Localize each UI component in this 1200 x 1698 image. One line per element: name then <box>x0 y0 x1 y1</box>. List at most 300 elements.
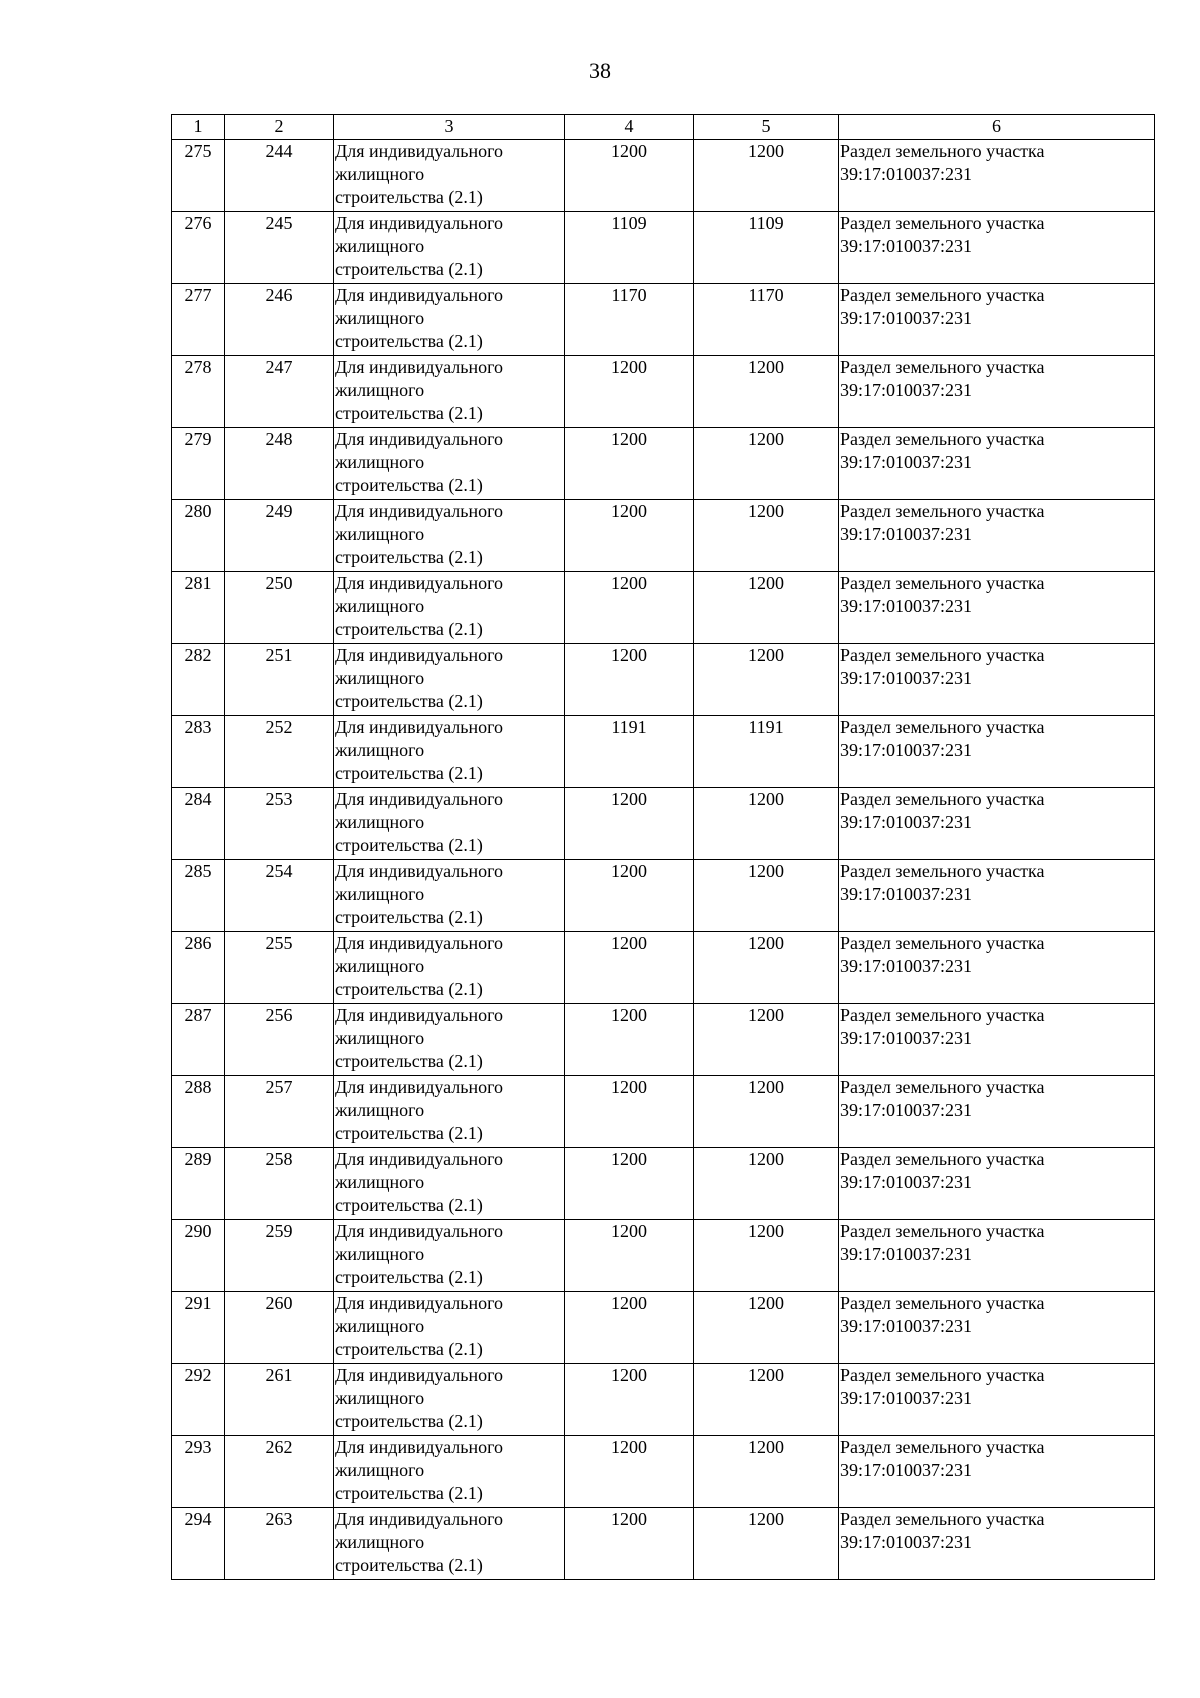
permitted-use-cell-line-2: жилищного <box>335 740 425 760</box>
permitted-use-cell-line-2: жилищного <box>335 884 425 904</box>
permitted-use-cell-line-3: строительства (2.1) <box>335 1051 483 1071</box>
table-row <box>172 644 1155 716</box>
formation-method-cell-line-2: 39:17:010037:231 <box>840 236 973 256</box>
area-total-cell <box>694 788 839 860</box>
formation-method-cell-line-2: 39:17:010037:231 <box>840 812 973 832</box>
permitted-use-cell <box>334 356 565 428</box>
plot-number-cell-line-1: 262 <box>265 1437 293 1457</box>
area-cell-line-1: 1200 <box>611 1293 647 1313</box>
permitted-use-cell-line-1: Для индивидуального <box>335 861 504 881</box>
formation-method-cell <box>839 1508 1155 1580</box>
permitted-use-cell-line-1: Для индивидуального <box>335 429 504 449</box>
permitted-use-cell <box>334 212 565 284</box>
table-row <box>172 212 1155 284</box>
permitted-use-cell <box>334 716 565 788</box>
column-header-3: 3 <box>334 115 565 140</box>
permitted-use-cell-line-2: жилищного <box>335 308 425 328</box>
permitted-use-cell <box>334 1364 565 1436</box>
plot-number-cell <box>225 284 334 356</box>
row-number-cell-line-1: 288 <box>184 1077 212 1097</box>
area-total-cell-line-1: 1200 <box>748 1005 784 1025</box>
permitted-use-cell-line-3: строительства (2.1) <box>335 259 483 279</box>
permitted-use-cell <box>334 644 565 716</box>
area-total-cell-line-1: 1200 <box>748 1509 784 1529</box>
plot-number-cell <box>225 1364 334 1436</box>
plot-number-cell <box>225 572 334 644</box>
permitted-use-cell-line-2: жилищного <box>335 812 425 832</box>
area-cell-line-1: 1200 <box>611 1221 647 1241</box>
area-cell-line-1: 1200 <box>611 933 647 953</box>
area-total-cell <box>694 1508 839 1580</box>
permitted-use-cell <box>334 932 565 1004</box>
area-cell <box>565 716 694 788</box>
row-number-cell <box>172 212 225 284</box>
row-number-cell <box>172 1292 225 1364</box>
area-total-cell <box>694 572 839 644</box>
row-number-cell <box>172 1508 225 1580</box>
formation-method-cell <box>839 428 1155 500</box>
permitted-use-cell-line-3: строительства (2.1) <box>335 1267 483 1287</box>
row-number-cell-line-1: 282 <box>184 645 212 665</box>
area-cell-line-1: 1200 <box>611 1437 647 1457</box>
table-row <box>172 860 1155 932</box>
column-header-2: 2 <box>225 115 334 140</box>
permitted-use-cell-line-1: Для индивидуального <box>335 1077 504 1097</box>
permitted-use-cell-line-2: жилищного <box>335 524 425 544</box>
formation-method-cell <box>839 716 1155 788</box>
area-cell-line-1: 1200 <box>611 861 647 881</box>
formation-method-cell <box>839 500 1155 572</box>
permitted-use-cell-line-3: строительства (2.1) <box>335 691 483 711</box>
table-row <box>172 932 1155 1004</box>
plot-number-cell-line-1: 260 <box>265 1293 293 1313</box>
formation-method-cell-line-1: Раздел земельного участка <box>840 1221 1045 1241</box>
plot-number-cell <box>225 1436 334 1508</box>
formation-method-cell-line-2: 39:17:010037:231 <box>840 1172 973 1192</box>
permitted-use-cell-line-1: Для индивидуального <box>335 1005 504 1025</box>
area-total-cell-line-1: 1200 <box>748 357 784 377</box>
table-row <box>172 788 1155 860</box>
permitted-use-cell-line-2: жилищного <box>335 1172 425 1192</box>
area-total-cell <box>694 1148 839 1220</box>
permitted-use-cell <box>334 284 565 356</box>
permitted-use-cell-line-3: строительства (2.1) <box>335 835 483 855</box>
plot-number-cell <box>225 356 334 428</box>
area-cell <box>565 860 694 932</box>
area-cell <box>565 356 694 428</box>
row-number-cell-line-1: 281 <box>184 573 212 593</box>
area-cell <box>565 932 694 1004</box>
permitted-use-cell-line-2: жилищного <box>335 1388 425 1408</box>
permitted-use-cell-line-3: строительства (2.1) <box>335 1555 483 1575</box>
permitted-use-cell-line-2: жилищного <box>335 236 425 256</box>
area-total-cell-line-1: 1200 <box>748 1437 784 1457</box>
area-total-cell <box>694 1004 839 1076</box>
area-cell <box>565 1004 694 1076</box>
area-cell-line-1: 1200 <box>611 1365 647 1385</box>
row-number-cell <box>172 1220 225 1292</box>
permitted-use-cell-line-3: строительства (2.1) <box>335 1195 483 1215</box>
plot-number-cell <box>225 932 334 1004</box>
row-number-cell-line-1: 293 <box>184 1437 212 1457</box>
area-total-cell <box>694 1436 839 1508</box>
area-total-cell-line-1: 1200 <box>748 501 784 521</box>
row-number-cell-line-1: 286 <box>184 933 212 953</box>
plot-number-cell-line-1: 246 <box>265 285 293 305</box>
area-cell-line-1: 1200 <box>611 141 647 161</box>
plot-number-cell-line-1: 251 <box>265 645 293 665</box>
permitted-use-cell <box>334 1508 565 1580</box>
table-row <box>172 500 1155 572</box>
formation-method-cell-line-2: 39:17:010037:231 <box>840 1532 973 1552</box>
page-number: 38 <box>589 58 611 83</box>
row-number-cell <box>172 1436 225 1508</box>
area-cell <box>565 572 694 644</box>
permitted-use-cell-line-2: жилищного <box>335 1100 425 1120</box>
area-cell <box>565 1292 694 1364</box>
area-total-cell-line-1: 1200 <box>748 1077 784 1097</box>
area-total-cell-line-1: 1200 <box>748 573 784 593</box>
formation-method-cell-line-2: 39:17:010037:231 <box>840 452 973 472</box>
row-number-cell <box>172 716 225 788</box>
formation-method-cell-line-2: 39:17:010037:231 <box>840 1100 973 1120</box>
plot-number-cell-line-1: 255 <box>265 933 293 953</box>
permitted-use-cell-line-1: Для индивидуального <box>335 1221 504 1241</box>
row-number-cell-line-1: 279 <box>184 429 212 449</box>
permitted-use-cell-line-1: Для индивидуального <box>335 357 504 377</box>
plot-number-cell-line-1: 259 <box>265 1221 293 1241</box>
permitted-use-cell <box>334 140 565 212</box>
formation-method-cell <box>839 1076 1155 1148</box>
table-row <box>172 1364 1155 1436</box>
area-cell <box>565 1436 694 1508</box>
permitted-use-cell <box>334 1436 565 1508</box>
formation-method-cell <box>839 644 1155 716</box>
permitted-use-cell-line-3: строительства (2.1) <box>335 1123 483 1143</box>
area-cell-line-1: 1200 <box>611 501 647 521</box>
row-number-cell-line-1: 287 <box>184 1005 212 1025</box>
formation-method-cell-line-1: Раздел земельного участка <box>840 1365 1045 1385</box>
formation-method-cell <box>839 572 1155 644</box>
formation-method-cell-line-1: Раздел земельного участка <box>840 861 1045 881</box>
plot-number-cell <box>225 1292 334 1364</box>
row-number-cell <box>172 428 225 500</box>
permitted-use-cell-line-3: строительства (2.1) <box>335 547 483 567</box>
table-body <box>172 115 1155 1580</box>
table-row <box>172 284 1155 356</box>
area-total-cell <box>694 356 839 428</box>
row-number-cell <box>172 860 225 932</box>
plot-number-cell-line-1: 252 <box>265 717 293 737</box>
row-number-cell <box>172 1148 225 1220</box>
plot-number-cell <box>225 212 334 284</box>
formation-method-cell <box>839 932 1155 1004</box>
area-total-cell-line-1: 1200 <box>748 141 784 161</box>
row-number-cell-line-1: 278 <box>184 357 212 377</box>
formation-method-cell <box>839 1292 1155 1364</box>
permitted-use-cell-line-3: строительства (2.1) <box>335 979 483 999</box>
area-cell <box>565 1220 694 1292</box>
formation-method-cell-line-1: Раздел земельного участка <box>840 1149 1045 1169</box>
area-total-cell-line-1: 1200 <box>748 1293 784 1313</box>
area-total-cell-line-1: 1200 <box>748 1221 784 1241</box>
permitted-use-cell-line-1: Для индивидуального <box>335 717 504 737</box>
row-number-cell <box>172 932 225 1004</box>
permitted-use-cell-line-1: Для индивидуального <box>335 933 504 953</box>
area-total-cell-line-1: 1170 <box>748 285 784 305</box>
land-plots-table <box>171 114 1155 1580</box>
permitted-use-cell-line-1: Для индивидуального <box>335 1437 504 1457</box>
permitted-use-cell <box>334 860 565 932</box>
plot-number-cell-line-1: 253 <box>265 789 293 809</box>
area-total-cell <box>694 1076 839 1148</box>
plot-number-cell-line-1: 254 <box>265 861 293 881</box>
formation-method-cell <box>839 1220 1155 1292</box>
formation-method-cell-line-2: 39:17:010037:231 <box>840 1028 973 1048</box>
row-number-cell <box>172 572 225 644</box>
row-number-cell-line-1: 276 <box>184 213 212 233</box>
column-header-6: 6 <box>839 115 1155 140</box>
area-cell <box>565 788 694 860</box>
row-number-cell <box>172 1004 225 1076</box>
area-cell <box>565 428 694 500</box>
row-number-cell-line-1: 294 <box>184 1509 212 1529</box>
row-number-cell-line-1: 292 <box>184 1365 212 1385</box>
permitted-use-cell-line-1: Для индивидуального <box>335 1149 504 1169</box>
area-cell-line-1: 1109 <box>611 213 647 233</box>
plot-number-cell <box>225 860 334 932</box>
column-header-1: 1 <box>172 115 225 140</box>
formation-method-cell-line-2: 39:17:010037:231 <box>840 1460 973 1480</box>
formation-method-cell-line-2: 39:17:010037:231 <box>840 308 973 328</box>
area-total-cell <box>694 500 839 572</box>
area-total-cell-line-1: 1200 <box>748 645 784 665</box>
permitted-use-cell-line-3: строительства (2.1) <box>335 1411 483 1431</box>
row-number-cell-line-1: 291 <box>184 1293 212 1313</box>
area-cell-line-1: 1200 <box>611 1005 647 1025</box>
area-cell <box>565 500 694 572</box>
permitted-use-cell <box>334 788 565 860</box>
formation-method-cell-line-1: Раздел земельного участка <box>840 1293 1045 1313</box>
plot-number-cell-line-1: 261 <box>265 1365 293 1385</box>
permitted-use-cell-line-1: Для индивидуального <box>335 1293 504 1313</box>
permitted-use-cell <box>334 1220 565 1292</box>
row-number-cell-line-1: 285 <box>184 861 212 881</box>
row-number-cell <box>172 140 225 212</box>
permitted-use-cell-line-1: Для индивидуального <box>335 501 504 521</box>
formation-method-cell-line-2: 39:17:010037:231 <box>840 164 973 184</box>
permitted-use-cell-line-1: Для индивидуального <box>335 645 504 665</box>
plot-number-cell <box>225 428 334 500</box>
plot-number-cell <box>225 644 334 716</box>
plot-number-cell-line-1: 263 <box>265 1509 293 1529</box>
area-total-cell <box>694 1292 839 1364</box>
permitted-use-cell-line-2: жилищного <box>335 1244 425 1264</box>
plot-number-cell-line-1: 249 <box>265 501 293 521</box>
area-total-cell <box>694 932 839 1004</box>
permitted-use-cell-line-1: Для индивидуального <box>335 573 504 593</box>
area-total-cell-line-1: 1200 <box>748 1149 784 1169</box>
permitted-use-cell-line-1: Для индивидуального <box>335 141 504 161</box>
table-row <box>172 1004 1155 1076</box>
table-row <box>172 1292 1155 1364</box>
formation-method-cell-line-1: Раздел земельного участка <box>840 1005 1045 1025</box>
row-number-cell <box>172 500 225 572</box>
plot-number-cell <box>225 1076 334 1148</box>
permitted-use-cell-line-2: жилищного <box>335 380 425 400</box>
plot-number-cell <box>225 1220 334 1292</box>
formation-method-cell <box>839 860 1155 932</box>
plot-number-cell-line-1: 245 <box>265 213 293 233</box>
row-number-cell-line-1: 290 <box>184 1221 212 1241</box>
permitted-use-cell-line-1: Для индивидуального <box>335 789 504 809</box>
permitted-use-cell-line-1: Для индивидуального <box>335 1509 504 1529</box>
formation-method-cell-line-1: Раздел земельного участка <box>840 429 1045 449</box>
formation-method-cell-line-2: 39:17:010037:231 <box>840 740 973 760</box>
row-number-cell <box>172 788 225 860</box>
table-row <box>172 428 1155 500</box>
permitted-use-cell-line-2: жилищного <box>335 1532 425 1552</box>
plot-number-cell-line-1: 258 <box>265 1149 293 1169</box>
row-number-cell <box>172 284 225 356</box>
table-row <box>172 572 1155 644</box>
permitted-use-cell-line-3: строительства (2.1) <box>335 763 483 783</box>
area-total-cell-line-1: 1200 <box>748 933 784 953</box>
area-cell <box>565 1364 694 1436</box>
formation-method-cell-line-1: Раздел земельного участка <box>840 717 1045 737</box>
formation-method-cell-line-2: 39:17:010037:231 <box>840 596 973 616</box>
formation-method-cell-line-2: 39:17:010037:231 <box>840 668 973 688</box>
plot-number-cell-line-1: 256 <box>265 1005 293 1025</box>
row-number-cell <box>172 356 225 428</box>
row-number-cell-line-1: 283 <box>184 717 212 737</box>
area-cell-line-1: 1200 <box>611 429 647 449</box>
formation-method-cell-line-1: Раздел земельного участка <box>840 1509 1045 1529</box>
permitted-use-cell <box>334 572 565 644</box>
table-row <box>172 356 1155 428</box>
permitted-use-cell-line-3: строительства (2.1) <box>335 619 483 639</box>
formation-method-cell <box>839 1436 1155 1508</box>
permitted-use-cell-line-2: жилищного <box>335 1316 425 1336</box>
formation-method-cell-line-2: 39:17:010037:231 <box>840 380 973 400</box>
plot-number-cell <box>225 1004 334 1076</box>
area-cell-line-1: 1170 <box>611 285 647 305</box>
area-total-cell <box>694 716 839 788</box>
area-cell-line-1: 1200 <box>611 1149 647 1169</box>
permitted-use-cell <box>334 1292 565 1364</box>
formation-method-cell-line-1: Раздел земельного участка <box>840 1077 1045 1097</box>
table-row <box>172 1220 1155 1292</box>
permitted-use-cell-line-3: строительства (2.1) <box>335 907 483 927</box>
permitted-use-cell <box>334 428 565 500</box>
area-cell-line-1: 1200 <box>611 1509 647 1529</box>
area-cell <box>565 1508 694 1580</box>
formation-method-cell <box>839 212 1155 284</box>
formation-method-cell-line-2: 39:17:010037:231 <box>840 884 973 904</box>
table-row <box>172 1508 1155 1580</box>
formation-method-cell-line-2: 39:17:010037:231 <box>840 956 973 976</box>
area-total-cell <box>694 140 839 212</box>
row-number-cell-line-1: 289 <box>184 1149 212 1169</box>
permitted-use-cell-line-2: жилищного <box>335 668 425 688</box>
formation-method-cell-line-1: Раздел земельного участка <box>840 213 1045 233</box>
area-total-cell-line-1: 1200 <box>748 789 784 809</box>
area-total-cell <box>694 644 839 716</box>
table-row <box>172 1076 1155 1148</box>
area-cell-line-1: 1200 <box>611 789 647 809</box>
formation-method-cell-line-2: 39:17:010037:231 <box>840 1316 973 1336</box>
permitted-use-cell-line-2: жилищного <box>335 596 425 616</box>
permitted-use-cell-line-3: строительства (2.1) <box>335 1339 483 1359</box>
area-cell <box>565 1148 694 1220</box>
plot-number-cell <box>225 140 334 212</box>
row-number-cell-line-1: 284 <box>184 789 212 809</box>
permitted-use-cell-line-2: жилищного <box>335 956 425 976</box>
row-number-cell <box>172 1364 225 1436</box>
formation-method-cell <box>839 788 1155 860</box>
formation-method-cell-line-1: Раздел земельного участка <box>840 141 1045 161</box>
area-total-cell <box>694 212 839 284</box>
row-number-cell-line-1: 280 <box>184 501 212 521</box>
plot-number-cell <box>225 500 334 572</box>
column-header-5: 5 <box>694 115 839 140</box>
formation-method-cell <box>839 1148 1155 1220</box>
formation-method-cell-line-1: Раздел земельного участка <box>840 501 1045 521</box>
area-total-cell-line-1: 1200 <box>748 429 784 449</box>
permitted-use-cell-line-2: жилищного <box>335 1460 425 1480</box>
area-cell <box>565 284 694 356</box>
permitted-use-cell <box>334 500 565 572</box>
formation-method-cell-line-1: Раздел земельного участка <box>840 789 1045 809</box>
formation-method-cell-line-1: Раздел земельного участка <box>840 933 1045 953</box>
permitted-use-cell-line-1: Для индивидуального <box>335 285 504 305</box>
area-total-cell <box>694 1364 839 1436</box>
area-cell <box>565 140 694 212</box>
formation-method-cell <box>839 1004 1155 1076</box>
area-cell-line-1: 1200 <box>611 573 647 593</box>
formation-method-cell-line-1: Раздел земельного участка <box>840 357 1045 377</box>
permitted-use-cell-line-1: Для индивидуального <box>335 1365 504 1385</box>
permitted-use-cell-line-3: строительства (2.1) <box>335 403 483 423</box>
area-cell-line-1: 1191 <box>611 717 647 737</box>
area-cell <box>565 1076 694 1148</box>
formation-method-cell-line-1: Раздел земельного участка <box>840 573 1045 593</box>
permitted-use-cell-line-3: строительства (2.1) <box>335 187 483 207</box>
row-number-cell-line-1: 275 <box>184 141 212 161</box>
area-total-cell-line-1: 1200 <box>748 1365 784 1385</box>
area-total-cell <box>694 428 839 500</box>
area-total-cell <box>694 284 839 356</box>
table-row <box>172 1148 1155 1220</box>
formation-method-cell-line-2: 39:17:010037:231 <box>840 1388 973 1408</box>
area-total-cell <box>694 860 839 932</box>
table-row <box>172 1436 1155 1508</box>
formation-method-cell <box>839 140 1155 212</box>
table-header-row <box>172 115 1155 140</box>
permitted-use-cell-line-3: строительства (2.1) <box>335 1483 483 1503</box>
formation-method-cell <box>839 284 1155 356</box>
permitted-use-cell-line-1: Для индивидуального <box>335 213 504 233</box>
area-total-cell <box>694 1220 839 1292</box>
plot-number-cell <box>225 716 334 788</box>
area-total-cell-line-1: 1200 <box>748 861 784 881</box>
row-number-cell-line-1: 277 <box>184 285 212 305</box>
plot-number-cell <box>225 1508 334 1580</box>
plot-number-cell <box>225 1148 334 1220</box>
formation-method-cell-line-1: Раздел земельного участка <box>840 645 1045 665</box>
area-cell <box>565 212 694 284</box>
permitted-use-cell-line-3: строительства (2.1) <box>335 331 483 351</box>
